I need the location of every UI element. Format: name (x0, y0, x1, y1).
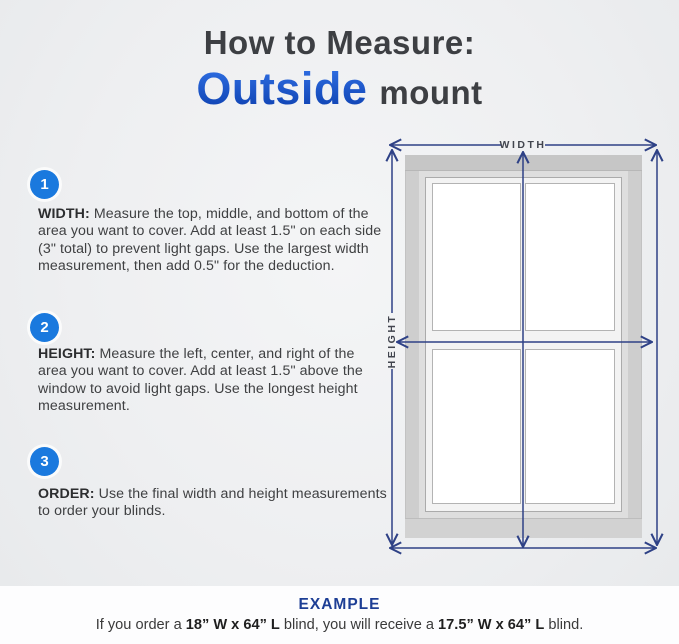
step-3-text (38, 486, 387, 521)
example-heading: EXAMPLE (298, 596, 381, 613)
window-pane-bottom-right (525, 349, 615, 504)
step-2-label: HEIGHT: (38, 346, 96, 362)
example-suffix: blind. (544, 617, 584, 633)
title-rest-mount: mount (379, 74, 483, 111)
step-1-text (38, 206, 387, 276)
window-pane-top-left (432, 183, 521, 331)
example-sentence (0, 617, 679, 633)
example-received-size: 17.5” W x 64” L (438, 617, 545, 633)
step-2-text (38, 346, 387, 416)
window-measurement-diagram (380, 130, 672, 560)
step-3-badge: 3 (30, 447, 59, 476)
example-prefix: If you order a (95, 617, 186, 633)
width-dimension-label: WIDTH (499, 139, 547, 151)
title-line1: How to Measure: (203, 24, 476, 61)
window-header (405, 155, 642, 171)
window-pane-top-right (525, 183, 615, 331)
window-sill (405, 518, 642, 538)
page-title (0, 24, 679, 115)
step-1-body: Measure the top, middle, and bottom of the area you want to cover. Add at least 1.5" on each side (3" total) to prevent light gaps. Use the largest width measurement, then add 0.5" for the deduction. (38, 206, 382, 275)
step-1-label: WIDTH: (38, 206, 90, 222)
title-line2 (0, 63, 679, 115)
step-2-body: Measure the left, center, and right of the area you want to cover. Add at least 1.5" above the window to avoid light gaps. Use the longest height measurement. (38, 346, 363, 415)
step-1-badge: 1 (30, 170, 59, 199)
step-3-label: ORDER: (38, 486, 95, 502)
title-highlight-outside: Outside (196, 63, 368, 114)
example-ordered-size: 18” W x 64” L (185, 617, 280, 633)
step-3-body: Use the final width and height measurements to order your blinds. (38, 486, 387, 520)
window-pane-bottom-left (432, 349, 521, 504)
example-footer (0, 586, 679, 644)
height-dimension-label: HEIGHT (386, 313, 398, 369)
step-2-badge: 2 (30, 313, 59, 342)
example-middle: blind, you will receive a (279, 617, 439, 633)
